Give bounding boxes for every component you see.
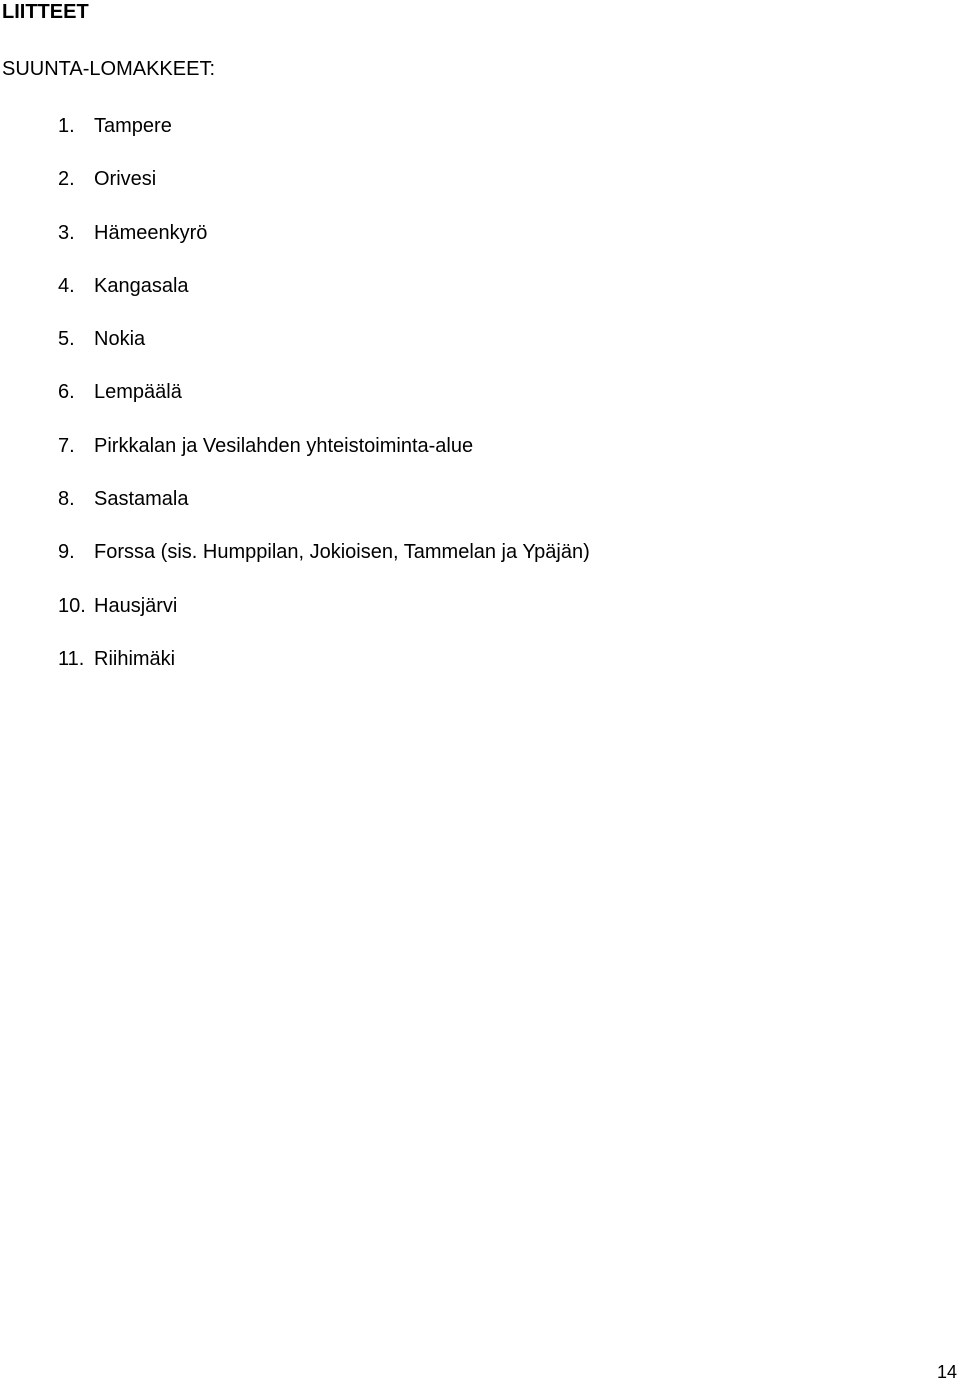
list-item-number: 7. bbox=[58, 434, 75, 457]
list-item-number: 3. bbox=[58, 221, 75, 244]
section-label: SUUNTA-LOMAKKEET: bbox=[2, 58, 215, 80]
list-item-number: 1. bbox=[58, 115, 75, 137]
list-item-number: 4. bbox=[58, 274, 75, 297]
list-item-number: 8. bbox=[58, 488, 75, 511]
list-item-text: Lempäälä bbox=[94, 381, 182, 404]
list-item-text: Forssa (sis. Humppilan, Jokioisen, Tammelan ja Ypäjän) bbox=[94, 541, 590, 564]
list-item-text: Hämeenkyrö bbox=[94, 221, 208, 244]
list-item-text: Orivesi bbox=[94, 168, 157, 191]
list-item-text: Kangasala bbox=[94, 274, 189, 297]
list-item-number: 11. bbox=[58, 647, 85, 670]
list-item-text: Riihimäki bbox=[94, 647, 176, 670]
list-item-number: 5. bbox=[58, 328, 75, 351]
list-item-number: 2. bbox=[58, 168, 75, 191]
list-item-text: Hausjärvi bbox=[94, 594, 178, 617]
list-item-text: Nokia bbox=[94, 328, 146, 351]
page-heading: LIITTEET bbox=[2, 1, 89, 23]
list-item-text: Pirkkalan ja Vesilahden yhteistoiminta-alue bbox=[94, 434, 474, 457]
list-item-number: 9. bbox=[58, 541, 75, 564]
list-item-text: Sastamala bbox=[94, 488, 189, 511]
list-item-number: 10. bbox=[58, 594, 86, 617]
list-item-text: Tampere bbox=[94, 115, 172, 137]
list-item-number: 6. bbox=[58, 381, 75, 404]
page-number: 14 bbox=[936, 1362, 957, 1382]
